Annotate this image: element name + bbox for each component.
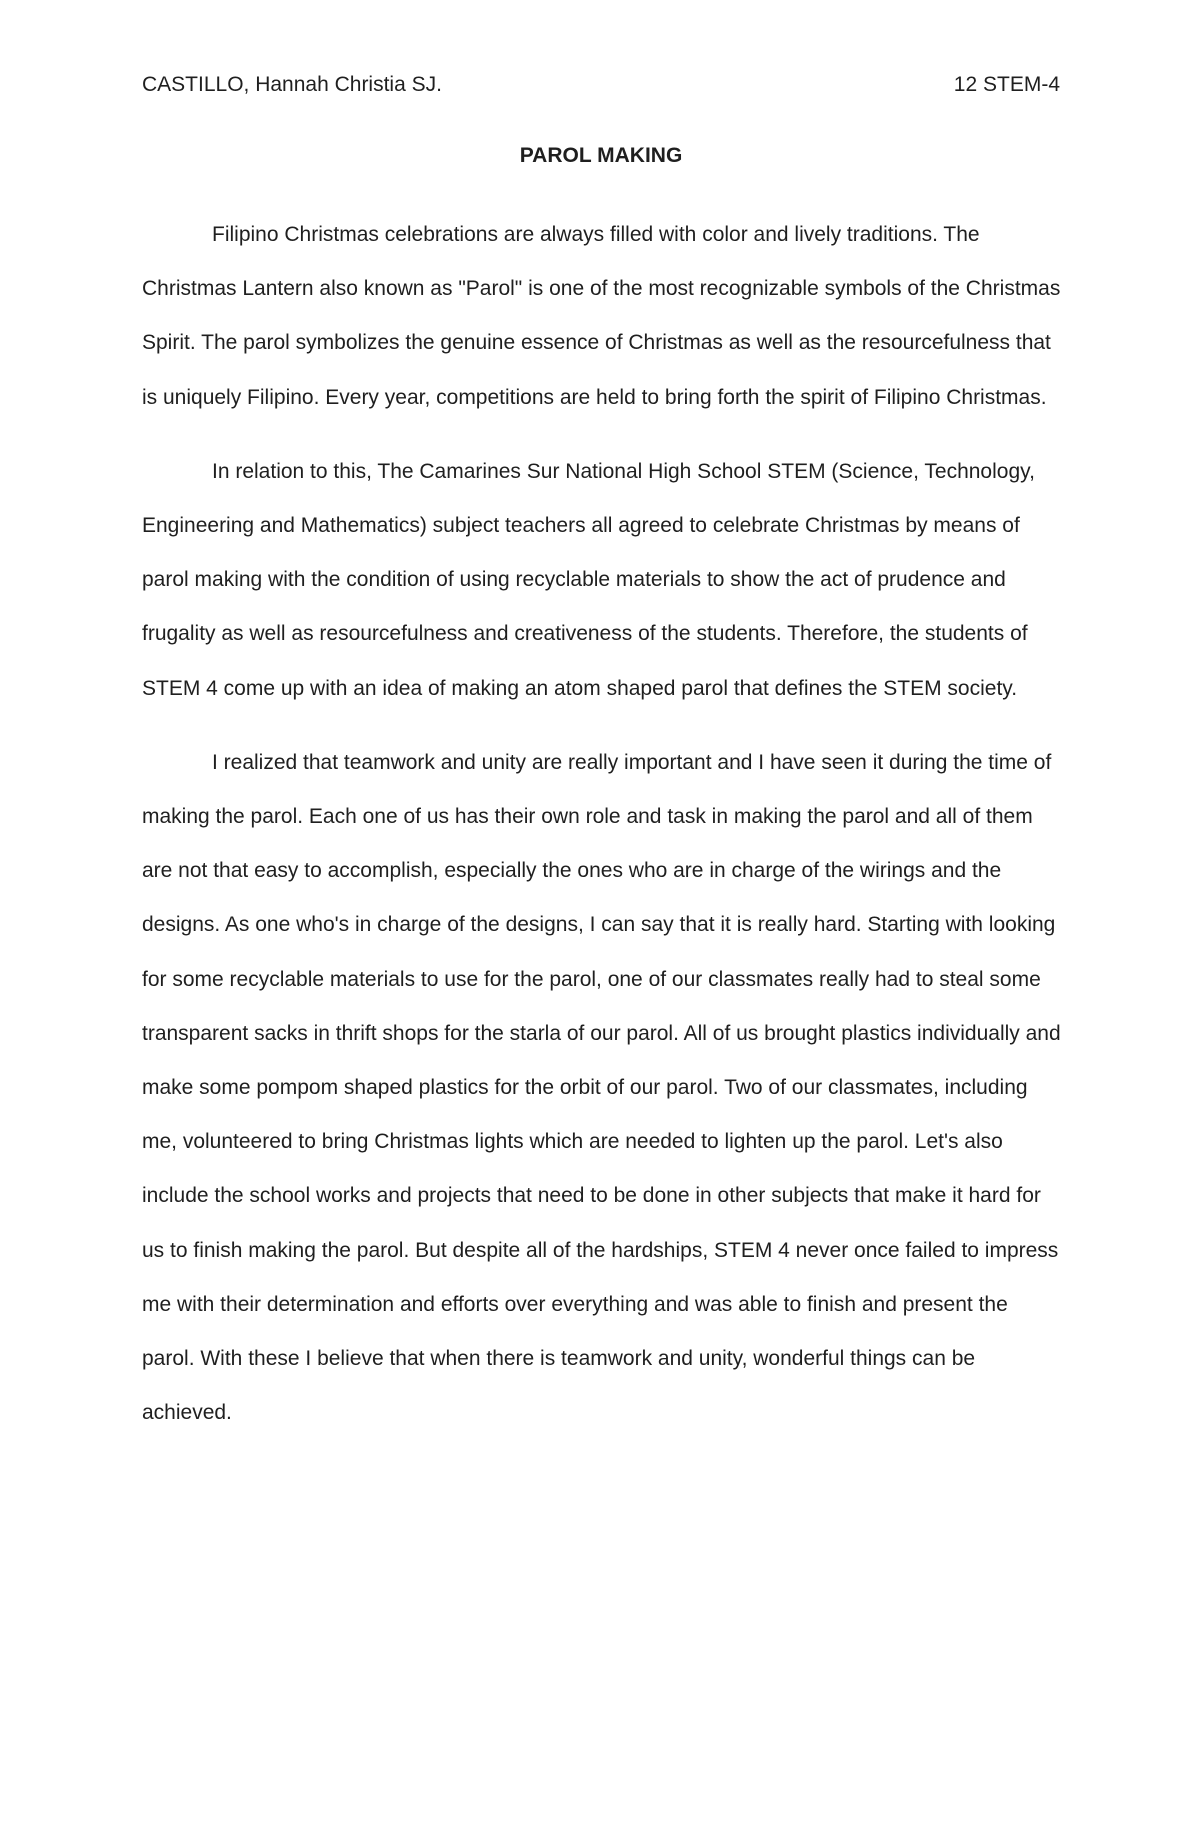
paragraph-2: In relation to this, The Camarines Sur National High School STEM (Science, Technology, Engineering and Mathematics) subject teachers all agreed to celebrate Christmas by means of parol making with the condition of using recyclable materials to show the act of prudence and frugality as well as resourcefulness and creativeness of the students. Therefore, the students of STEM 4 come up with an idea of making an atom shaped parol that defines the STEM society.: [142, 459, 1035, 700]
document-title: PAROL MAKING: [519, 144, 683, 167]
document-body: [142, 208, 1062, 1460]
class-section: 12 STEM-4: [953, 73, 1060, 96]
page-header: [142, 70, 1060, 100]
paragraph-3: I realized that teamwork and unity are really important and I have seen it during the time of making the parol. Each one of us has their own role and task in making the parol and all of them are not that easy to accomplish, especially the ones who are in charge of the wirings and the designs. As one who's in charge of the designs, I can say that it is really hard. Starting with looking for some recyclable materials to use for the parol, one of our classmates really had to steal some transparent sacks in thrift shops for the starla of our parol. All of us brought plastics individually and make some pompom shaped plastics for the orbit of our parol. Two of our classmates, including me, volunteered to bring Christmas lights which are needed to lighten up the parol. Let's also include the school works and projects that need to be done in other subjects that make it hard for us to finish making the parol. But despite all of the hardships, STEM 4 never once failed to impress me with their determination and efforts over everything and was able to finish and present the parol. With these I believe that when there is teamwork and unity, wonderful things can be achieved.: [142, 750, 1061, 1425]
paragraph-1: Filipino Christmas celebrations are always filled with color and lively traditions. The Christmas Lantern also known as "Parol" is one of the most recognizable symbols of the Christmas Spirit. The parol symbolizes the genuine essence of Christmas as well as the resourcefulness that is uniquely Filipino. Every year, competitions are held to bring forth the spirit of Filipino Christmas.: [142, 223, 1061, 409]
author-name: CASTILLO, Hannah Christia SJ.: [142, 73, 442, 96]
